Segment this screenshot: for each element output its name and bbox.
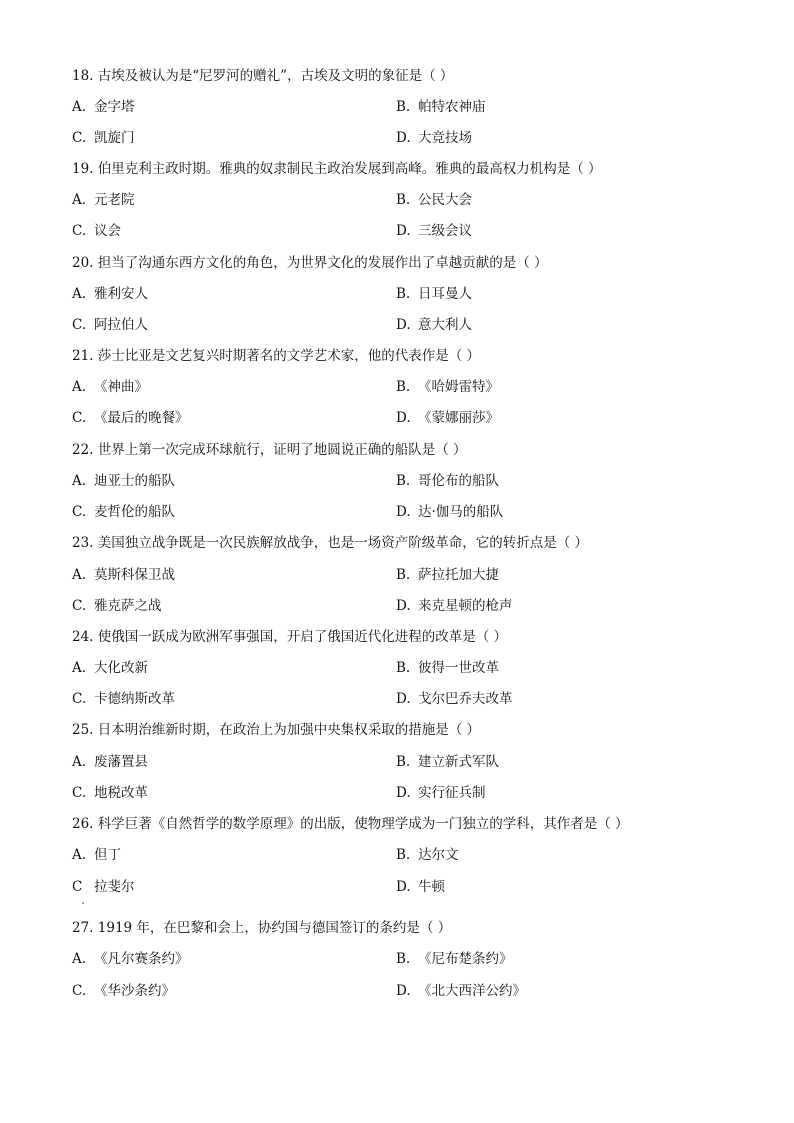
option-letter: D. <box>396 504 411 520</box>
question-19-option-a <box>72 190 135 210</box>
question-22-option-b <box>396 471 499 491</box>
option-text: 三级会议 <box>418 223 472 239</box>
question-27-option-d <box>396 981 526 1001</box>
option-letter: A. <box>72 567 87 583</box>
question-26-option-a <box>72 845 121 865</box>
option-text: 雅利安人 <box>94 286 148 302</box>
option-text: 《蒙娜丽莎》 <box>418 410 499 426</box>
question-23-option-a <box>72 565 175 585</box>
question-25-option-b <box>396 752 499 772</box>
option-text: 地税改革 <box>94 785 148 801</box>
option-text: 达尔文 <box>418 847 459 863</box>
stray-dot <box>82 902 84 904</box>
question-26-option-d <box>396 877 445 897</box>
option-text: 公民大会 <box>418 192 472 208</box>
option-text: 萨拉托加大捷 <box>418 567 499 583</box>
option-text: 卡德纳斯改革 <box>94 691 175 707</box>
question-25-option-d <box>396 783 486 803</box>
option-letter: B. <box>396 99 411 115</box>
question-21-option-b <box>396 377 499 397</box>
option-letter: A. <box>72 660 87 676</box>
option-text: 但丁 <box>94 847 121 863</box>
option-letter: B. <box>396 754 411 770</box>
question-24-option-c <box>72 689 175 709</box>
option-letter: C. <box>72 598 87 614</box>
question-25-option-a <box>72 752 148 772</box>
question-23-option-b <box>396 565 499 585</box>
option-letter: C. <box>72 130 87 146</box>
option-letter: D. <box>396 691 411 707</box>
question-27-option-c <box>72 981 175 1001</box>
question-24-option-b <box>396 658 499 678</box>
question-25-stem: 25. 日本明治维新时期，在政治上为加强中央集权采取的措施是（ ） <box>72 722 481 738</box>
option-text: 阿拉伯人 <box>94 317 148 333</box>
question-23-stem: 23. 美国独立战争既是一次民族解放战争，也是一场资产阶级革命，它的转折点是（ ） <box>72 535 589 551</box>
option-text: 帕特农神庙 <box>418 99 486 115</box>
option-letter: B. <box>396 379 411 395</box>
question-21-stem: 21. 莎士比亚是文艺复兴时期著名的文学艺术家，他的代表作是（ ） <box>72 348 481 364</box>
question-23-option-d <box>396 596 513 616</box>
question-19-option-d <box>396 221 472 241</box>
option-letter: B. <box>396 847 411 863</box>
option-letter: D. <box>396 223 411 239</box>
question-18-option-a <box>72 97 135 117</box>
question-18-option-c <box>72 128 135 148</box>
option-text: 雅克萨之战 <box>94 598 162 614</box>
option-text: 拉斐尔 <box>94 879 135 895</box>
option-text: 来克星顿的枪声 <box>418 598 513 614</box>
question-20-stem: 20. 担当了沟通东西方文化的角色，为世界文化的发展作出了卓越贡献的是（ ） <box>72 255 548 271</box>
question-21-option-d <box>396 408 499 428</box>
option-letter: C. <box>72 785 87 801</box>
question-18-stem: 18. 古埃及被认为是“尼罗河的赠礼”，古埃及文明的象征是（ ） <box>72 68 454 84</box>
option-letter: B. <box>396 567 411 583</box>
question-27-option-b <box>396 949 513 969</box>
option-text: 达·伽马的船队 <box>418 504 504 520</box>
option-letter: D. <box>396 410 411 426</box>
option-text: 《北大西洋公约》 <box>418 983 526 999</box>
option-letter: C. <box>72 691 87 707</box>
option-text: 建立新式军队 <box>418 754 499 770</box>
option-text: 莫斯科保卫战 <box>94 567 175 583</box>
option-letter: D. <box>396 130 411 146</box>
option-text: 议会 <box>94 223 121 239</box>
option-letter: A. <box>72 286 87 302</box>
question-18-option-d <box>396 128 472 148</box>
question-21-option-c <box>72 408 189 428</box>
option-letter: B. <box>396 951 411 967</box>
option-text: 大竞技场 <box>418 130 472 146</box>
question-22-option-d <box>396 502 503 522</box>
question-26-option-b <box>396 845 459 865</box>
option-letter: A. <box>72 473 87 489</box>
question-23-option-c <box>72 596 162 616</box>
option-letter: D. <box>396 879 411 895</box>
option-letter: A. <box>72 192 87 208</box>
option-text: 彼得一世改革 <box>418 660 499 676</box>
question-24-stem: 24. 使俄国一跃成为欧洲军事强国，开启了俄国近代化进程的改革是（ ） <box>72 629 508 645</box>
option-text: 废藩置县 <box>94 754 148 770</box>
question-20-option-a <box>72 284 148 304</box>
option-letter: D. <box>396 317 411 333</box>
option-text: 元老院 <box>94 192 135 208</box>
question-20-option-d <box>396 315 472 335</box>
option-text: 意大利人 <box>418 317 472 333</box>
question-27-stem: 27. 1919 年，在巴黎和会上，协约国与德国签订的条约是（ ） <box>72 920 452 936</box>
option-text: 牛顿 <box>418 879 445 895</box>
question-27-option-a <box>72 949 189 969</box>
option-letter: C. <box>72 223 87 239</box>
option-letter: C. <box>72 317 87 333</box>
question-19-option-c <box>72 221 121 241</box>
question-20-option-c <box>72 315 148 335</box>
option-text: 凯旋门 <box>94 130 135 146</box>
question-20-option-b <box>396 284 472 304</box>
option-letter: C. <box>72 983 87 999</box>
question-24-option-a <box>72 658 148 678</box>
question-19-stem: 19. 伯里克利主政时期。雅典的奴隶制民主政治发展到高峰。雅典的最高权力机构是（ ） <box>72 161 602 177</box>
question-22-stem: 22. 世界上第一次完成环球航行，证明了地圆说正确的船队是（ ） <box>72 442 467 458</box>
option-letter: B. <box>396 660 411 676</box>
option-letter: A. <box>72 99 87 115</box>
question-26-option-c <box>72 877 135 897</box>
question-19-option-b <box>396 190 472 210</box>
option-text: 迪亚士的船队 <box>94 473 175 489</box>
option-text: 实行征兵制 <box>418 785 486 801</box>
question-22-option-a <box>72 471 175 491</box>
option-letter: A. <box>72 847 87 863</box>
option-text: 《凡尔赛条约》 <box>94 951 189 967</box>
option-letter: C. <box>72 504 87 520</box>
option-text: 《华沙条约》 <box>94 983 175 999</box>
option-text: 《最后的晚餐》 <box>94 410 189 426</box>
question-25-option-c <box>72 783 148 803</box>
option-letter: D. <box>396 785 411 801</box>
option-letter: D. <box>396 983 411 999</box>
question-26-stem: 26. 科学巨著《自然哲学的数学原理》的出版，使物理学成为一门独立的学科，其作者是（ ） <box>72 816 629 832</box>
question-18-option-b <box>396 97 486 117</box>
option-letter: C. <box>72 410 87 426</box>
option-letter: A. <box>72 379 87 395</box>
option-letter: D. <box>396 598 411 614</box>
option-letter: B. <box>396 192 411 208</box>
question-24-option-d <box>396 689 513 709</box>
option-letter: B. <box>396 473 411 489</box>
option-text: 戈尔巴乔夫改革 <box>418 691 513 707</box>
option-letter: A. <box>72 951 87 967</box>
option-letter: A. <box>72 754 87 770</box>
option-text: 麦哲伦的船队 <box>94 504 175 520</box>
option-text: 金字塔 <box>94 99 135 115</box>
option-text: 《尼布楚条约》 <box>418 951 513 967</box>
question-22-option-c <box>72 502 175 522</box>
option-text: 《哈姆雷特》 <box>418 379 499 395</box>
option-text: 《神曲》 <box>94 379 148 395</box>
option-text: 哥伦布的船队 <box>418 473 499 489</box>
option-text: 大化改新 <box>94 660 148 676</box>
question-21-option-a <box>72 377 148 397</box>
option-letter: B. <box>396 286 411 302</box>
option-text: 日耳曼人 <box>418 286 472 302</box>
option-letter: C <box>72 879 83 895</box>
